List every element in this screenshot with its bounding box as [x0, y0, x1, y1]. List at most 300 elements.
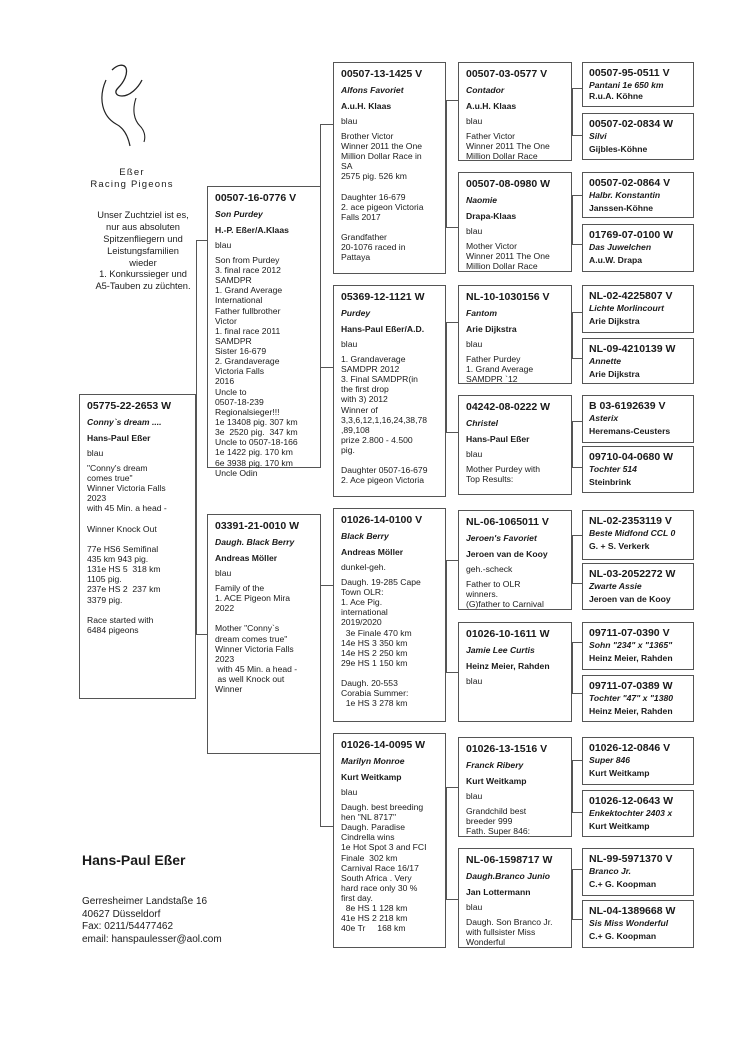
- connector-line: [446, 322, 458, 323]
- pigeon-name: Franck Ribery: [466, 760, 524, 771]
- connector-line: [572, 312, 582, 313]
- note-line: 14e HS 2 250 km: [341, 647, 408, 658]
- note-line: 1e HS 3 278 km: [341, 698, 408, 709]
- note-line: 1. Ace Pig.: [341, 597, 383, 608]
- pigeon-card-gp-ds: [333, 508, 446, 722]
- breeder-address: [82, 896, 222, 947]
- ring-number: 01026-14-0095 W: [341, 739, 426, 751]
- connector-line: [572, 244, 582, 245]
- pigeon-name: Sis Miss Wonderful: [589, 917, 669, 928]
- pigeon-name: Halbr. Konstantin: [589, 189, 661, 200]
- pigeon-name: Beste Midfond CCL 0: [589, 527, 676, 538]
- note-line: international: [341, 607, 388, 618]
- note-line: 20-1076 raced in: [341, 242, 406, 253]
- color: blau: [466, 901, 483, 912]
- note-line: 2023: [215, 653, 235, 664]
- pigeon-card-gen4: [582, 848, 694, 896]
- pigeon-card-gen4: [582, 395, 694, 443]
- pigeon-name: Fantom: [466, 308, 498, 319]
- address-email[interactable]: email: hanspaulesser@aol.com: [82, 934, 222, 946]
- owner-name: Jan Lottermann: [466, 886, 531, 897]
- intro-line: 1. Konkurssieger und: [99, 269, 187, 280]
- note-line: Million Dollar Race: [466, 151, 538, 162]
- connector-line: [572, 312, 573, 359]
- pigeon-name: Pantani 1e 650 km: [589, 79, 664, 90]
- connector-line: [572, 195, 573, 245]
- pigeon-card-ggp: [458, 622, 572, 722]
- note-line: Victor: [215, 315, 237, 326]
- ring-number: 00507-95-0511 V: [589, 67, 670, 79]
- achievements: [215, 255, 314, 478]
- ring-number: NL-02-2353119 V: [589, 515, 672, 527]
- note-line: 1. Grand Average: [466, 363, 534, 374]
- pigeon-card-ggp: [458, 62, 572, 161]
- pigeon-name: Christel: [466, 418, 498, 429]
- note-line: 2575 pig. 526 km: [341, 171, 407, 182]
- pigeon-name: Lichte Morlincourt: [589, 302, 664, 313]
- connector-line: [572, 693, 582, 694]
- ring-number: 01026-12-0846 V: [589, 742, 671, 754]
- achievements: [341, 577, 439, 709]
- connector-line: [572, 421, 582, 422]
- connector-line: [572, 642, 573, 694]
- pigeon-name: Conny`s dream ....: [87, 417, 162, 428]
- connector-line: [446, 227, 458, 228]
- note-line: Top Results:: [466, 473, 514, 484]
- owner-name: Kurt Weitkamp: [466, 775, 527, 786]
- ring-number: NL-03-2052272 W: [589, 568, 676, 580]
- note-line: with 3) 2012: [341, 394, 388, 405]
- pigeon-name: Purdey: [341, 308, 371, 319]
- note-line: hard race only 30 %: [341, 882, 418, 893]
- note-line: Town OLR:: [341, 586, 384, 597]
- note-line: Mother Purdey with: [466, 463, 541, 474]
- pigeon-card-gen4: [582, 62, 694, 107]
- connector-line: [320, 585, 333, 586]
- note-line: 2022: [215, 603, 235, 614]
- note-line: hen "NL 8717": [341, 811, 396, 822]
- note-line: [341, 455, 439, 465]
- note-line: Cindrella wins: [341, 832, 395, 843]
- note-line: 2019/2020: [341, 617, 382, 628]
- connector-line: [572, 535, 573, 584]
- note-line: Carnival Race 16/17: [341, 862, 419, 873]
- owner-name: Heinz Meier, Rahden: [589, 705, 673, 716]
- color: blau: [341, 338, 358, 349]
- ring-number: 05369-12-1121 W: [341, 291, 425, 303]
- note-line: Million Dollar Race: [466, 261, 538, 272]
- pigeon-name: Das Juwelchen: [589, 241, 652, 252]
- color: geh.-scheck: [466, 563, 513, 574]
- note-line: pig.: [341, 445, 355, 456]
- color: blau: [466, 448, 483, 459]
- intro-line: A5-Tauben zu züchten.: [95, 281, 191, 292]
- color: blau: [341, 786, 358, 797]
- connector-line: [320, 826, 333, 827]
- ring-number: 09711-07-0389 W: [589, 680, 673, 692]
- owner-name: A.u.W. Drapa: [589, 254, 643, 265]
- note-line: Family of the: [215, 582, 265, 593]
- ring-number: 01026-13-1516 V: [466, 743, 548, 755]
- intro-line: Spitzenfliegern und: [103, 233, 183, 244]
- note-line: Father Purdey: [466, 353, 521, 364]
- connector-line: [446, 100, 458, 101]
- note-line: Race started with: [87, 614, 154, 625]
- ring-number: NL-06-1598717 W: [466, 854, 553, 866]
- owner-name: Andreas Möller: [215, 552, 278, 563]
- owner-name: R.u.A. Köhne: [589, 90, 643, 101]
- owner-name: Andreas Möller: [341, 546, 404, 557]
- connector-line: [446, 560, 458, 561]
- note-line: [341, 222, 439, 232]
- note-line: Father to OLR: [466, 578, 521, 589]
- note-line: Winner of: [341, 404, 378, 415]
- note-line: Mother "Conny`s: [215, 623, 280, 634]
- pigeon-card-gen4: [582, 622, 694, 670]
- pigeon-name: Annette: [589, 355, 621, 366]
- pigeon-name: Daugh. Black Berry: [215, 537, 295, 548]
- owner-name: Hans-Paul Eßer: [466, 433, 530, 444]
- note-line: 1. Grand Average: [215, 285, 283, 296]
- note-line: dream comes true": [215, 633, 288, 644]
- owner-name: Drapa-Klaas: [466, 210, 517, 221]
- note-line: 14e HS 3 350 km: [341, 637, 408, 648]
- connector-line: [572, 642, 582, 643]
- note-line: "Conny's dream: [87, 462, 148, 473]
- note-line: Victoria Falls: [215, 366, 265, 377]
- note-line: 3379 pig.: [87, 594, 123, 605]
- connector-line: [572, 467, 582, 468]
- owner-name: Hans-Paul Eßer: [87, 432, 151, 443]
- pigeon-card-gp-sd: [333, 285, 446, 497]
- color: blau: [87, 447, 104, 458]
- ring-number: B 03-6192639 V: [589, 400, 666, 412]
- achievements: [341, 131, 439, 263]
- note-line: Pattaya: [341, 252, 371, 263]
- connector-line: [446, 560, 447, 673]
- note-line: [87, 534, 189, 544]
- owner-name: A.u.H. Klaas: [466, 100, 517, 111]
- note-line: [341, 668, 439, 678]
- owner-name: A.u.H. Klaas: [341, 100, 392, 111]
- owner-name: Jeroen van de Kooy: [466, 548, 548, 559]
- ring-number: 09710-04-0680 W: [589, 451, 674, 463]
- achievements: [215, 583, 314, 695]
- note-line: 6484 pigeons: [87, 625, 139, 636]
- note-line: Winner Victoria Falls: [87, 483, 166, 494]
- ring-number: NL-02-4225807 V: [589, 290, 673, 302]
- note-line: with 45 Min. a head -: [215, 663, 298, 674]
- note-line: Uncle to: [215, 386, 247, 397]
- owner-name: C.+ G. Koopman: [589, 878, 657, 889]
- note-line: first day.: [341, 893, 373, 904]
- note-line: 40e Tr 168 km: [341, 923, 406, 934]
- pigeon-name: Super 846: [589, 754, 631, 765]
- pigeon-card-gen4: [582, 172, 694, 218]
- owner-name: Gijbles-Köhne: [589, 143, 648, 154]
- color: blau: [215, 239, 232, 250]
- note-line: Sister 16-679: [215, 346, 267, 357]
- breeding-goal-text: [82, 210, 204, 293]
- note-line: 3. Final SAMDPR(in: [341, 374, 418, 385]
- note-line: Daugh. Son Branco Jr.: [466, 916, 553, 927]
- connector-line: [446, 787, 458, 788]
- note-line: Winner: [215, 684, 243, 695]
- owner-name: Janssen-Köhne: [589, 202, 653, 213]
- note-line: Daugh. best breeding: [341, 801, 424, 812]
- ring-number: 00507-02-0864 V: [589, 177, 671, 189]
- owner-name: Arie Dijkstra: [466, 323, 517, 334]
- pigeon-name: Silvi: [589, 130, 607, 141]
- logo-text-line1: Eßer: [119, 167, 145, 178]
- pigeon-name: Jamie Lee Curtis: [466, 645, 535, 656]
- color: blau: [341, 115, 358, 126]
- note-line: 41e HS 2 218 km: [341, 913, 408, 924]
- connector-line: [572, 583, 582, 584]
- achievements: [341, 802, 439, 934]
- note-line: [87, 605, 189, 615]
- pigeon-name: Daugh.Branco Junio: [466, 871, 551, 882]
- note-line: 1e Hot Spot 3 and FCI: [341, 842, 427, 853]
- pigeon-card-gen4: [582, 224, 694, 272]
- owner-name: Kurt Weitkamp: [589, 767, 650, 778]
- connector-line: [320, 367, 333, 368]
- address-fax: Fax: 0211/54477462: [82, 921, 174, 933]
- note-line: Grandchild best: [466, 805, 527, 816]
- connector-line: [572, 812, 582, 813]
- achievements: [341, 354, 439, 486]
- ring-number: 01026-12-0643 W: [589, 795, 674, 807]
- note-line: Falls 2017: [341, 211, 381, 222]
- note-line: Winner 2011 The One: [466, 140, 550, 151]
- pigeon-card-ggp: [458, 737, 572, 837]
- note-line: Uncle to 0507-18-166: [215, 437, 298, 448]
- ring-number: 00507-16-0776 V: [215, 192, 297, 204]
- pigeon-name: Asterix: [589, 412, 619, 423]
- pigeon-name: Tochter "47" x "1380: [589, 692, 674, 703]
- ring-number: NL-10-1030156 V: [466, 291, 550, 303]
- note-line: 3,3,6,12,1,16,24,38,78: [341, 414, 428, 425]
- pigeon-card-gen4: [582, 285, 694, 333]
- connector-line: [572, 195, 582, 196]
- ring-number: 05775-22-2653 W: [87, 400, 172, 412]
- note-line: 8e HS 1 128 km: [341, 903, 408, 914]
- ring-number: NL-04-1389668 W: [589, 905, 676, 917]
- connector-line: [572, 535, 582, 536]
- note-line: Daugh. 20-553: [341, 678, 398, 689]
- note-line: 3e 2520 pig. 347 km: [215, 427, 298, 438]
- note-line: the first drop: [341, 384, 389, 395]
- note-line: 435 km 943 pig.: [87, 554, 149, 565]
- note-line: 77e HS6 Semifinal: [87, 543, 159, 554]
- connector-line: [446, 100, 447, 228]
- pigeon-card-ggp: [458, 285, 572, 384]
- note-line: 237e HS 2 237 km: [87, 584, 161, 595]
- note-line: Son from Purdey: [215, 254, 280, 265]
- address-city: 40627 Düsseldorf: [82, 908, 161, 920]
- note-line: with fullsister Miss: [466, 926, 536, 937]
- connector-line: [446, 672, 458, 673]
- note-line: Finale 302 km: [341, 852, 398, 863]
- ring-number: 00507-13-1425 V: [341, 68, 423, 80]
- pigeon-name: Tochter 514: [589, 463, 637, 474]
- note-line: SA: [341, 161, 353, 172]
- note-line: breeder 999: [466, 815, 513, 826]
- owner-name: Kurt Weitkamp: [341, 771, 402, 782]
- color: dunkel-geh.: [341, 561, 386, 572]
- note-line: prize 2.800 - 4.500: [341, 434, 413, 445]
- connector-line: [572, 88, 582, 89]
- connector-line: [572, 88, 573, 136]
- color: blau: [466, 225, 483, 236]
- note-line: with 45 Min. a head -: [87, 503, 167, 514]
- note-line: 6e 3938 pig. 170 km: [215, 457, 293, 468]
- pigeon-name: Sohn "234" x "1365": [589, 639, 673, 650]
- note-line: 29e HS 1 150 km: [341, 657, 408, 668]
- note-line: 3e Finale 470 km: [341, 627, 412, 638]
- note-line: comes true": [87, 472, 133, 483]
- note-line: South Africa . Very: [341, 872, 412, 883]
- ring-number: 03391-21-0010 W: [215, 520, 300, 532]
- note-line: Daughter 0507-16-679: [341, 465, 428, 476]
- connector-line: [572, 919, 582, 920]
- connector-line: [320, 124, 333, 125]
- note-line: Corabia Summer:: [341, 688, 409, 699]
- address-street: Gerresheimer Landstaße 16: [82, 896, 208, 907]
- ring-number: 00507-08-0980 W: [466, 178, 551, 190]
- pigeon-name: Branco Jr.: [589, 865, 632, 876]
- owner-name: Arie Dijkstra: [589, 315, 640, 326]
- connector-line: [572, 760, 582, 761]
- note-line: (G)father to Carnival: [466, 599, 544, 610]
- owner-name: Heremans-Ceusters: [589, 425, 671, 436]
- note-line: Winner 2011 The One: [466, 250, 550, 261]
- connector-line: [572, 421, 573, 468]
- owner-name: Jeroen van de Kooy: [589, 593, 671, 604]
- ring-number: 01026-10-1611 W: [466, 628, 550, 640]
- note-line: SAMDPR `12: [466, 374, 518, 385]
- owner-name: Heinz Meier, Rahden: [589, 652, 673, 663]
- note-line: Brother Victor: [341, 130, 394, 141]
- color: blau: [466, 338, 483, 349]
- connector-line: [196, 240, 197, 635]
- note-line: Daugh. Paradise: [341, 822, 406, 833]
- note-line: 3. final race 2012: [215, 264, 281, 275]
- owner-name: G. + S. Verkerk: [589, 540, 650, 551]
- note-line: 2023: [87, 493, 107, 504]
- owner-name: Arie Dijkstra: [589, 368, 640, 379]
- note-line: 0507-18-239: [215, 396, 264, 407]
- ring-number: 01769-07-0100 W: [589, 229, 674, 241]
- ring-number: 00507-03-0577 V: [466, 68, 548, 80]
- note-line: Mother Victor: [466, 240, 517, 251]
- note-line: Fath. Super 846:: [466, 826, 531, 837]
- owner-name: H.-P. Eßer/A.Klaas: [215, 224, 289, 235]
- note-line: winners.: [466, 588, 498, 599]
- note-line: [341, 182, 439, 192]
- pigeon-name: Enkektochter 2403 x: [589, 807, 673, 818]
- note-line: [215, 613, 314, 623]
- note-line: Regionalsieger!!!: [215, 406, 280, 417]
- note-line: SAMDPR: [215, 335, 252, 346]
- pigeon-name: Jeroen's Favoriet: [466, 533, 537, 544]
- note-line: Uncle Odin: [215, 467, 258, 478]
- achievements: [87, 463, 189, 635]
- pigeon-card-ggp: [458, 395, 572, 495]
- owner-name: Heinz Meier, Rahden: [466, 660, 550, 671]
- note-line: Winner Victoria Falls: [215, 643, 294, 654]
- breeder-name: Hans-Paul Eßer: [82, 852, 186, 868]
- logo-text-line2: Racing Pigeons: [90, 179, 174, 190]
- pigeon-name: Black Berry: [341, 531, 389, 542]
- pigeon-card-dam: [207, 514, 321, 754]
- note-line: 2016: [215, 376, 235, 387]
- intro-line: wieder: [129, 257, 157, 268]
- owner-name: Kurt Weitkamp: [589, 820, 650, 831]
- connector-line: [572, 135, 582, 136]
- note-line: Grandfather: [341, 232, 387, 243]
- note-line: International: [215, 295, 263, 306]
- note-line: as well Knock out: [215, 674, 285, 685]
- note-line: Million Dollar Race in: [341, 151, 422, 162]
- connector-line: [446, 899, 458, 900]
- note-line: SAMDPR 2012: [341, 363, 400, 374]
- pigeon-card-gen4: [582, 446, 694, 493]
- pigeon-card-gen4: [582, 737, 694, 785]
- color: blau: [466, 790, 483, 801]
- connector-line: [572, 869, 582, 870]
- ring-number: NL-06-1065011 V: [466, 516, 549, 528]
- note-line: 2. Ace pigeon Victoria: [341, 475, 424, 486]
- note-line: [87, 514, 189, 524]
- pigeon-card-ggp: [458, 510, 572, 610]
- pigeon-name: Marilyn Monroe: [341, 756, 405, 767]
- intro-line: Leistungsfamilien: [107, 245, 179, 256]
- pigeon-card-sire: [207, 186, 321, 478]
- pigeon-card-gen4: [582, 790, 694, 837]
- pigeon-card-gen4: [582, 563, 694, 610]
- note-line: Wonderful: [466, 937, 506, 948]
- ring-number: NL-09-4210139 W: [589, 343, 676, 355]
- owner-name: C.+ G. Koopman: [589, 930, 657, 941]
- pigeon-name: Zwarte Assie: [589, 580, 642, 591]
- note-line: 131e HS 5 318 km: [87, 564, 161, 575]
- note-line: ,89,108: [341, 424, 370, 435]
- pigeon-name: Son Purdey: [215, 209, 263, 220]
- note-line: Daughter 16-679: [341, 191, 406, 202]
- note-line: Winner 2011 the One: [341, 140, 423, 151]
- pigeon-card-ggp: [458, 848, 572, 948]
- pigeon-card-gen4: [582, 900, 694, 948]
- ring-number: 01026-14-0100 V: [341, 514, 423, 526]
- note-line: 2. ace pigeon Victoria: [341, 201, 424, 212]
- color: blau: [466, 675, 483, 686]
- connector-line: [446, 432, 458, 433]
- color: blau: [466, 115, 483, 126]
- pigeon-card-gen4: [582, 675, 694, 722]
- pigeon-card-gen4: [582, 510, 694, 560]
- pigeon-card-ggp: [458, 172, 572, 272]
- note-line: 1105 pig.: [87, 574, 122, 585]
- pigeon-card-gen4: [582, 338, 694, 384]
- note-line: 1. final race 2011: [215, 325, 281, 336]
- color: blau: [215, 567, 232, 578]
- connector-line: [572, 358, 582, 359]
- pigeon-card-gp-dd: [333, 733, 446, 948]
- note-line: 1. ACE Pigeon Mira: [215, 592, 290, 603]
- pigeon-card-subject: [79, 394, 196, 699]
- note-line: Daugh. 19-285 Cape: [341, 576, 421, 587]
